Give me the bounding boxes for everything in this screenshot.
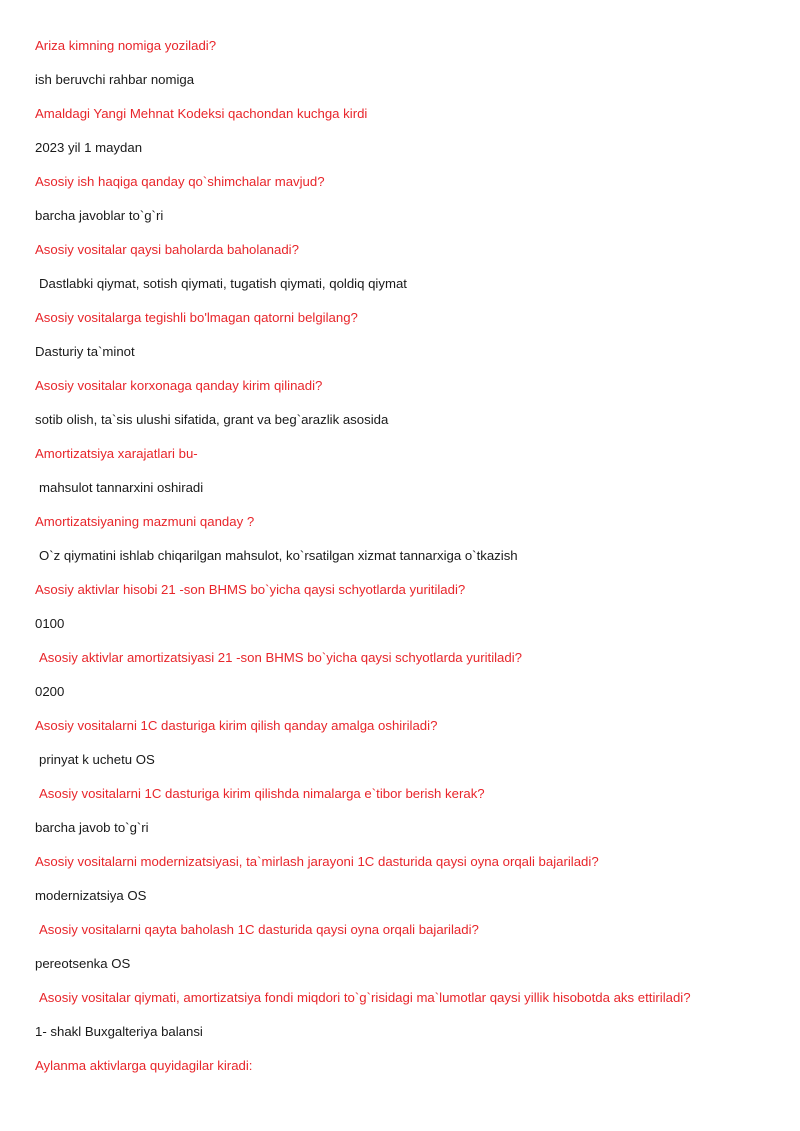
question-line: Asosiy aktivlar amortizatsiyasi 21 -son BHMS bo`yicha qaysi schyotlarda yuritiladi? (39, 650, 522, 665)
question-line: Asosiy vositalarni 1C dasturiga kirim qilish qanday amalga oshiriladi? (35, 718, 438, 733)
question-line: Aylanma aktivlarga quyidagilar kiradi: (35, 1058, 253, 1073)
question-line: Asosiy aktivlar hisobi 21 -son BHMS bo`yicha qaysi schyotlarda yuritiladi? (35, 582, 466, 597)
answer-line: Dastlabki qiymat, sotish qiymati, tugatish qiymati, qoldiq qiymat (39, 276, 407, 291)
question-line: Asosiy vositalar qaysi baholarda baholanadi? (35, 242, 299, 257)
answer-line: 2023 yil 1 maydan (35, 140, 143, 155)
question-line: Asosiy vositalarga tegishli bo'lmagan qatorni belgilang? (35, 310, 358, 325)
question-line: Amortizatsiyaning mazmuni qanday ? (35, 514, 255, 529)
question-line: Asosiy vositalar qiymati, amortizatsiya fondi miqdori to`g`risidagi ma`lumotlar qaysi yillik hisobotda aks ettiriladi? (39, 990, 691, 1005)
answer-line: barcha javob to`g`ri (35, 820, 149, 835)
answer-line: Dasturiy ta`minot (35, 344, 135, 359)
answer-line: mahsulot tannarxini oshiradi (39, 480, 204, 495)
question-line: Asosiy vositalar korxonaga qanday kirim qilinadi? (35, 378, 323, 393)
answer-line: sotib olish, ta`sis ulushi sifatida, grant va beg`arazlik asosida (35, 412, 389, 427)
answer-line: modernizatsiya OS (35, 888, 147, 903)
answer-line: prinyat k uchetu OS (39, 752, 155, 767)
question-line: Ariza kimning nomiga yoziladi? (35, 38, 217, 53)
answer-line: pereotsenka OS (35, 956, 131, 971)
answer-line: 0200 (35, 684, 65, 699)
answer-line: 1- shakl Buxgalteriya balansi (35, 1024, 203, 1039)
question-line: Asosiy vositalarni modernizatsiyasi, ta`mirlash jarayoni 1C dasturida qaysi oyna orqali bajariladi? (35, 854, 599, 869)
question-line: Asosiy ish haqiga qanday qo`shimchalar mavjud? (35, 174, 325, 189)
answer-line: O`z qiymatini ishlab chiqarilgan mahsulot, ko`rsatilgan xizmat tannarxiga o`tkazish (39, 548, 518, 563)
question-line: Asosiy vositalarni 1C dasturiga kirim qilishda nimalarga e`tibor berish kerak? (39, 786, 485, 801)
answer-line: 0100 (35, 616, 65, 631)
question-line: Amortizatsiya xarajatlari bu- (35, 446, 198, 461)
question-line: Asosiy vositalarni qayta baholash 1C dasturida qaysi oyna orqali bajariladi? (39, 922, 479, 937)
question-line: Amaldagi Yangi Mehnat Kodeksi qachondan kuchga kirdi (35, 106, 368, 121)
answer-line: ish beruvchi rahbar nomiga (35, 72, 195, 87)
answer-line: barcha javoblar to`g`ri (35, 208, 164, 223)
